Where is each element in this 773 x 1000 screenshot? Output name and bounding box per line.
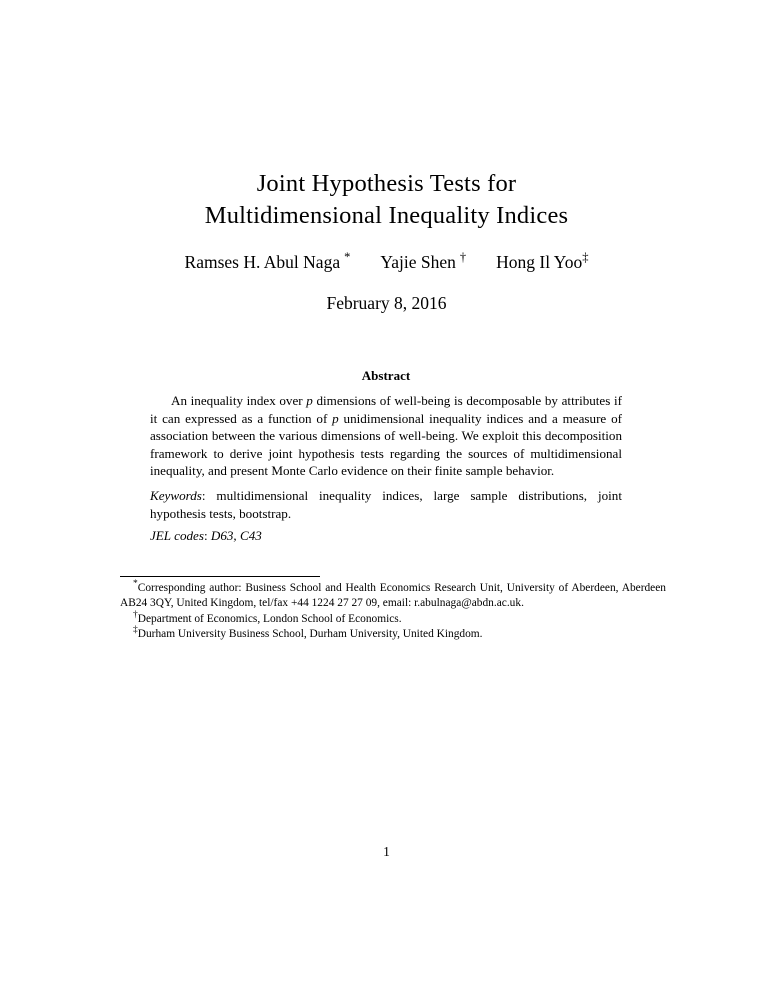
author-2 [380,252,466,272]
author-1-name: Ramses H. Abul Naga [184,252,341,272]
footnote-3 [120,627,666,642]
abstract-text-part-2: dimensions of well-being is decomposable by attributes if it can expressed as a function of [150,393,622,426]
footnote-1-symbol: * [133,579,138,590]
author-2-name: Yajie Shen [380,252,456,272]
author-1-footnote-marker: * [344,250,351,265]
footnote-2-symbol: † [133,609,138,620]
abstract-math-var-1: p [306,393,313,408]
title-line-2: Multidimensional Inequality Indices [204,202,569,229]
abstract-math-var-2: p [332,410,339,426]
author-2-footnote-marker: † [459,250,467,265]
abstract-text-part-1: An inequality index over [171,393,307,408]
abstract-heading: Abstract [361,368,411,383]
keywords-line [150,487,622,522]
footnote-2 [120,609,666,627]
author-3-footnote-marker: ‡ [582,250,589,265]
keywords-label: Keywords [150,487,202,503]
jel-line [150,527,622,545]
footnote-3-text: Durham University Business School, Durham University, United Kingdom. [137,627,483,640]
author-1 [185,252,351,272]
author-3 [496,252,588,272]
abstract-body [150,392,622,545]
title-line-1: Joint Hypothesis Tests for [256,170,517,197]
page-number: 1 [383,844,390,859]
keywords-text: multidimensional inequality indices, large sample distributions, joint hypothesis tests, bootstrap. [150,487,622,521]
footnote-list [120,581,666,642]
author-list [100,250,673,274]
jel-separator: : [203,528,208,544]
footnote-3-symbol: ‡ [133,625,138,636]
publication-date: February 8, 2016 [326,293,447,313]
jel-codes: D63, C43 [207,528,262,544]
footnote-2-text: Department of Economics, London School of Economics. [137,612,402,625]
footnote-separator-rule [120,576,320,577]
page-title [100,168,673,232]
footnote-1 [120,581,666,612]
keywords-separator: : [201,487,206,503]
abstract-paragraph [150,392,622,480]
footnote-1-text: Corresponding author: Business School and Health Economics Research Unit, University of Aberdeen, Aberdeen AB24 3QY, United Kingdom, tel/fax +44 1224 27 27 09, email: r.abulnaga@abdn.ac.uk. [120,582,666,610]
jel-label: JEL codes [150,528,204,544]
abstract-text-part-3: unidimensional inequality indices and a measure of association between the various dimensions of well-being. We exploit this decomposition framework to derive joint hypothesis tests regarding the sources of multidimensional inequality, and present Monte Carlo evidence on their finite sample behavior. [150,410,622,479]
author-3-name: Hong Il Yoo [496,252,583,272]
